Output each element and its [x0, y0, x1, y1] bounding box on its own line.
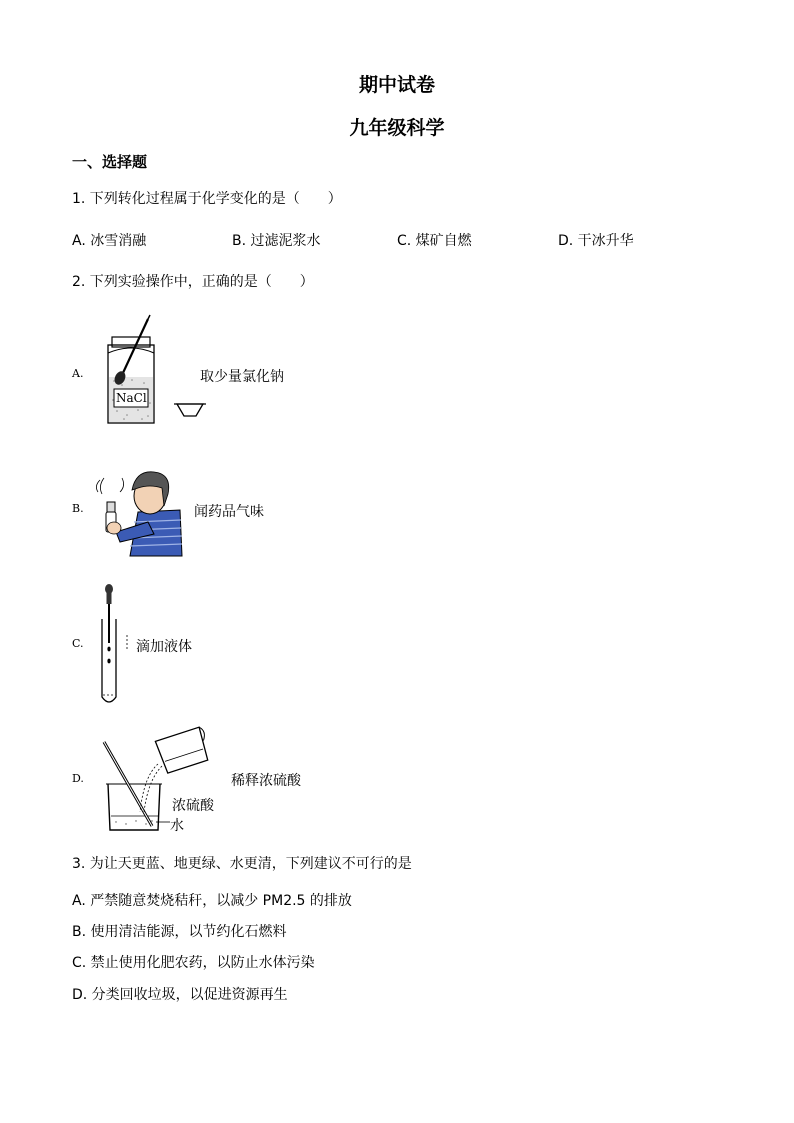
concentrated-acid-label: 浓硫酸: [172, 798, 214, 814]
question-3-stem: 3. 为让天更蓝、地更绿、水更清，下列建议不可行的是: [72, 856, 412, 872]
question-3-option-b: B. 使用清洁能源，以节约化石燃料: [72, 924, 287, 940]
question-1-option-b: B. 过滤泥浆水: [232, 233, 321, 249]
dilution-beaker-illustration: [100, 726, 215, 834]
smelling-student-illustration: [92, 462, 188, 556]
question-1-stem: 1. 下列转化过程属于化学变化的是（ ）: [72, 191, 342, 207]
water-label: 水: [170, 818, 184, 834]
question-2-option-a-caption: 取少量氯化钠: [200, 369, 284, 385]
question-2-option-d-letter: D.: [72, 772, 84, 785]
question-1-option-d: D. 干冰升华: [558, 233, 634, 249]
question-2-option-b-letter: B.: [72, 502, 84, 515]
section-heading: 一、选择题: [72, 153, 148, 171]
question-2-stem: 2. 下列实验操作中，正确的是（ ）: [72, 274, 314, 290]
question-3-option-d: D. 分类回收垃圾，以促进资源再生: [72, 987, 288, 1003]
question-2-option-c-caption: 滴加液体: [136, 639, 192, 655]
question-3-option-a: A. 严禁随意焚烧秸秆，以减少 PM2.5 的排放: [72, 893, 352, 909]
page-title: 期中试卷: [358, 74, 435, 96]
question-1-option-c: C. 煤矿自燃: [397, 233, 472, 249]
reagent-bottle-illustration: [100, 315, 210, 427]
question-3-option-c: C. 禁止使用化肥农药，以防止水体污染: [72, 955, 315, 971]
nacl-label: NaCl: [116, 391, 147, 405]
question-2-option-c-letter: C.: [72, 637, 84, 650]
question-2-option-b-caption: 闻药品气味: [194, 504, 264, 520]
question-2-option-a-letter: A.: [72, 367, 84, 380]
question-2-option-d-caption: 稀释浓硫酸: [231, 773, 301, 789]
dropper-test-tube-illustration: [97, 583, 137, 708]
question-1-option-a: A. 冰雪消融: [72, 233, 147, 249]
page-subtitle: 九年级科学: [349, 117, 445, 139]
